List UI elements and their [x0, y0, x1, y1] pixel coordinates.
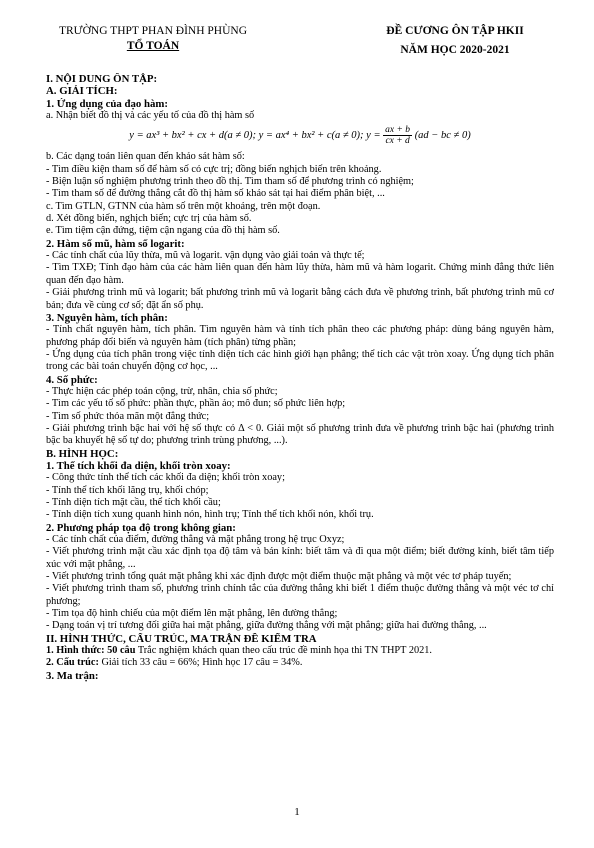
a4-line-1: - Thực hiện các phép toán cộng, trừ, nhân, chia số phức; — [46, 385, 278, 397]
b2-line-6: - Dạng toán vị trí tương đối giữa hai mặt phẳng, giữa đường thẳng với mặt phẳng; giữa hai đường thẳng, ... — [46, 620, 487, 632]
a2-line-2: - Tìm TXĐ; Tính đạo hàm của các hàm liên quan đến hàm lũy thừa, hàm mũ và hàm logarit. Chứng minh đẳng thức liên quan đến đạo hàm. — [46, 262, 554, 286]
form-text: Trắc nghiệm khách quan theo cấu trúc đề minh họa thi TN THPT 2021. — [137, 645, 433, 657]
b1-line-1: - Công thức tính thể tích các khối đa diện; khối tròn xoay; — [46, 472, 285, 484]
a2-line-3: - Giải phương trình mũ và logarit; bất phương trình mũ và logarit bằng cách đưa về phương trình, bất phương trình mũ cơ bản; đưa về cùng cơ số; đặt ẩn số phụ. — [46, 287, 554, 311]
document-body — [46, 73, 554, 682]
a4-line-2: - Tìm các yếu tố số phức: phần thực, phần ảo; mô đun; số phức liên hợp; — [46, 398, 346, 410]
a1-line-6: c. Tìm GTLN, GTNN của hàm số trên một khoảng, trên một đoạn. — [46, 200, 321, 212]
formula-part-1: y = ax³ + bx² + cx + d(a ≠ 0); y = ax⁴ + bx² + c(a ≠ 0); y = — [129, 130, 381, 142]
b1-line-3: - Tính diện tích mặt cầu, thể tích khối cầu; — [46, 497, 221, 508]
b1-title: 1. Thể tích khối đa diện, khối tròn xoay: — [46, 459, 231, 472]
a3-line-2: - Ứng dụng của tích phân trong việc tính diện tích các hình giới hạn phẳng; thể tích các vật tròn xoay. Ứng dụng tích phân trong các bài toán chuyển động cơ học, ... — [46, 348, 554, 373]
b2-title: 2. Phương pháp tọa độ trong không gian: — [46, 521, 236, 534]
doc-title: ĐỀ CƯƠNG ÔN TẬP HKII — [386, 25, 524, 37]
form-count: 50 câu — [107, 645, 136, 657]
section-1-title: I. NỘI DUNG ÔN TẬP: — [46, 73, 158, 85]
header-right — [355, 24, 555, 58]
s2-structure — [46, 657, 554, 669]
structure-label: 2. Cấu trúc: — [46, 657, 99, 669]
page-number: 1 — [294, 806, 300, 818]
a1-line-5: - Tìm tham số để đường thẳng cắt đồ thị hàm số khảo sát tại hai điểm phân biệt, ... — [46, 188, 385, 200]
b2-line-3: - Viết phương trình tổng quát mặt phẳng khi xác định được một điểm thuộc mặt phẳng và một véc tơ pháp tuyến; — [46, 571, 512, 583]
department-name: TỔ TOÁN — [126, 40, 180, 52]
a1-line-3: - Tìm điều kiện tham số để hàm số có cực trị; đồng biến nghịch biến trên khoảng. — [46, 163, 382, 175]
a1-line-8: e. Tìm tiệm cận đứng, tiệm cận ngang của đồ thị hàm số. — [46, 225, 280, 237]
b1-line-4: - Tính diện tích xung quanh hình nón, hình trụ; Tính thể tích khối nón, khối trụ. — [46, 509, 374, 521]
part-a-title: A. GIẢI TÍCH: — [46, 85, 118, 98]
a3-line-1: - Tính chất nguyên hàm, tích phân. Tìm nguyên hàm và tính tích phân theo các phương pháp: dùng bảng nguyên hàm, phương pháp đổi biến và nguyên hàm (tích phân) từng phần; — [46, 324, 554, 348]
school-year: NĂM HỌC 2020-2021 — [400, 44, 510, 56]
matrix-label: 3. Ma trận: — [46, 669, 99, 682]
part-b-title: B. HÌNH HỌC: — [46, 447, 119, 460]
fraction-denominator: cx + d — [385, 136, 410, 147]
s2-form — [46, 645, 554, 657]
section-2-title: II. HÌNH THỨC, CẤU TRÚC, MA TRẬN ĐỀ KIỂM TRA — [46, 632, 317, 645]
a4-line-4: - Giải phương trình bậc hai với hệ số thực có Δ < 0. Giải một số phương trình đưa về phương trình bậc hai (phương trình bậc ba khuyết hệ số tự do; phương trình trùng phương, ...). — [46, 422, 554, 447]
a4-title: 4. Số phức: — [46, 373, 98, 386]
a4-line-3: - Tìm số phức thỏa mãn một đẳng thức; — [46, 410, 210, 422]
school-name: TRƯỜNG THPT PHAN ĐÌNH PHÙNG — [58, 25, 248, 37]
b2-line-2: - Viết phương trình mặt cầu xác định tọa độ tâm và bán kính: biết tâm và đi qua một điểm; biết đường kính, biết tâm tiếp xúc với mặt phẳng, ... — [46, 546, 554, 570]
b2-line-5: - Tìm tọa độ hình chiếu của một điểm lên mặt phẳng, lên đường thẳng; — [46, 608, 338, 620]
a1-line-1: a. Nhận biết đồ thị và các yếu tố của đồ thị hàm số — [46, 110, 255, 122]
fraction-numerator: ax + b — [385, 125, 411, 136]
a1-title: 1. Ứng dụng của đạo hàm: — [46, 97, 168, 110]
structure-text: Giải tích 33 câu = 66%; Hình học 17 câu = 34%. — [101, 657, 303, 669]
form-label: 1. Hình thức: — [46, 645, 105, 657]
a2-title: 2. Hàm số mũ, hàm số logarit: — [46, 237, 185, 250]
formula-part-2: (ad − bc ≠ 0) — [414, 130, 471, 142]
a1-line-7: d. Xét đồng biến, nghịch biến; cực trị của hàm số. — [46, 213, 252, 225]
a2-line-1: - Các tính chất của lũy thừa, mũ và logarit. vận dụng vào giải toán và thực tế; — [46, 250, 365, 262]
b1-line-2: - Tính thể tích khối lăng trụ, khối chóp; — [46, 484, 209, 496]
a1-line-4: - Biện luận số nghiệm phương trình theo đồ thị. Tìm tham số để phương trình có nghiệm; — [46, 176, 414, 188]
function-formula — [46, 125, 554, 146]
header-left — [58, 24, 248, 54]
b2-line-4: - Viết phương trình tham số, phương trình chính tắc của đường thẳng khi biết 1 điểm thuộc đường thẳng và một véc tơ chỉ phương; — [46, 583, 554, 607]
a1-line-2: b. Các dạng toán liên quan đến khảo sát hàm số: — [46, 151, 245, 163]
formula-fraction — [383, 125, 412, 146]
b2-line-1: - Các tính chất của điểm, đường thẳng và mặt phẳng trong hệ trục Oxyz; — [46, 534, 345, 546]
a3-title: 3. Nguyên hàm, tích phân: — [46, 311, 168, 324]
